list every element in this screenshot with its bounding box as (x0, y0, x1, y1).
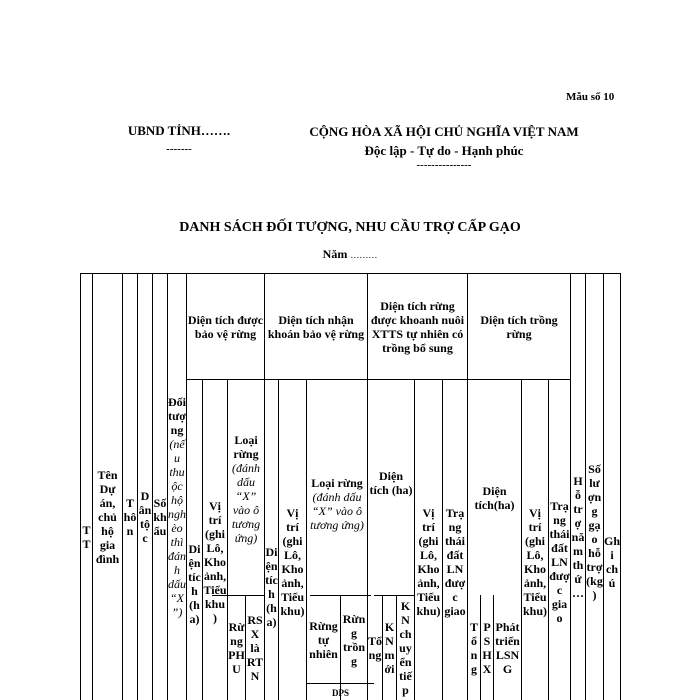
header-pshx: PSHX (482, 620, 492, 676)
header-land-status-3: Trạng thái đất LN được giao (444, 505, 466, 618)
authority-name: UBND TỈNH……. (127, 123, 231, 138)
issuing-authority (118, 123, 240, 155)
col-line (620, 273, 621, 700)
motto-underline: --------------- (416, 159, 472, 171)
header-area-ha-1: Diện tích (ha) (188, 542, 201, 626)
header-location-1: Vị trí (ghi Lô, Khoảnh, Tiểu khu) (203, 498, 227, 625)
header-new-regen: KN mới (384, 620, 395, 676)
header-area-ha-3: Diện tích (ha) (369, 469, 413, 497)
header-area-ha-4: Diện tích(ha) (474, 484, 515, 512)
header-total-3: Tổng (368, 634, 382, 662)
header-ethnicity: Dân tộc (138, 488, 152, 545)
header-continuing-regen: KN chuyển tiếp (399, 599, 412, 697)
header-total-4: Tổng (469, 620, 478, 676)
header-ntfp-development: Phát triển LSNG (495, 620, 520, 676)
header-location-2: Vị trí (ghi Lô, Khoảnh, Tiểu khu) (280, 505, 305, 618)
group-contracted-area: Diện tích nhận khoán bảo vệ rừng (267, 312, 365, 341)
header-forest-type-1: Loại rừng (đánh dấu “X” vào ô tương ứng) (231, 433, 261, 545)
year-dots: ……… (350, 250, 378, 260)
authority-underline: ------- (166, 143, 192, 155)
document-year (0, 247, 700, 262)
group-protected-area: Diện tích được bảo vệ rừng (187, 312, 264, 341)
header-tt: TT (82, 522, 91, 551)
header-land-status-4: Trạng thái đất LN được giao (549, 498, 570, 625)
header-area-ha-2: Diện tích (ha) (265, 544, 278, 629)
header-forest-rsx: RSX là RTN (246, 613, 264, 683)
form-code: Mẫu số 10 (566, 91, 615, 103)
document-title: DANH SÁCH ĐỐI TƯỢNG, NHU CẦU TRỢ CẤP GẠO (179, 220, 521, 235)
header-target-group: Đối tượng (nếu thuộc hộ nghèo thì đánh dấu “X”) (168, 394, 186, 619)
header-household-size: Số khẩu (153, 495, 167, 538)
national-motto: Độc lập - Tự do - Hạnh phúc (364, 143, 524, 158)
beneficiary-table (80, 273, 621, 700)
group-planting-area: Diện tích trồng rừng (480, 312, 558, 341)
country-name: CỘNG HÒA XÃ HỘI CHỦ NGHĨA VIỆT NAM (309, 124, 579, 139)
header-forest-type-2: Loại rừng (đánh dấu “X” vào ô tương ứng) (310, 476, 364, 532)
header-rice-amount: Số lượng gạo hỗ trợ (kg) (586, 461, 603, 602)
header-forest-phu: Rừng PHU (228, 620, 245, 676)
header-location-4: Vị trí (ghi Lô, Khoảnh, Tiểu khu) (522, 505, 548, 618)
header-village: Thôn (123, 495, 137, 538)
header-location-3: Vị trí (ghi Lô, Khoảnh, Tiểu khu) (416, 505, 441, 618)
national-header (284, 122, 604, 170)
header-project-name: Tên Dự án, chủ hộ gia đình (95, 467, 120, 566)
header-notes: Ghi chú (604, 533, 620, 590)
header-support-year: Hỗ trợ năm thứ… (571, 473, 585, 600)
group-regeneration-area: Diện tích rừng được khoanh nuôi XTTS tự nhiên có trồng bổ sung (370, 298, 465, 355)
header-natural-forest: Rừng tự nhiên (309, 618, 338, 661)
year-label: Năm (322, 247, 348, 261)
header-dps-row: DPS (331, 687, 349, 698)
header-row-line-1 (186, 379, 570, 380)
header-planted-forest: Rừng trồng (342, 611, 366, 668)
